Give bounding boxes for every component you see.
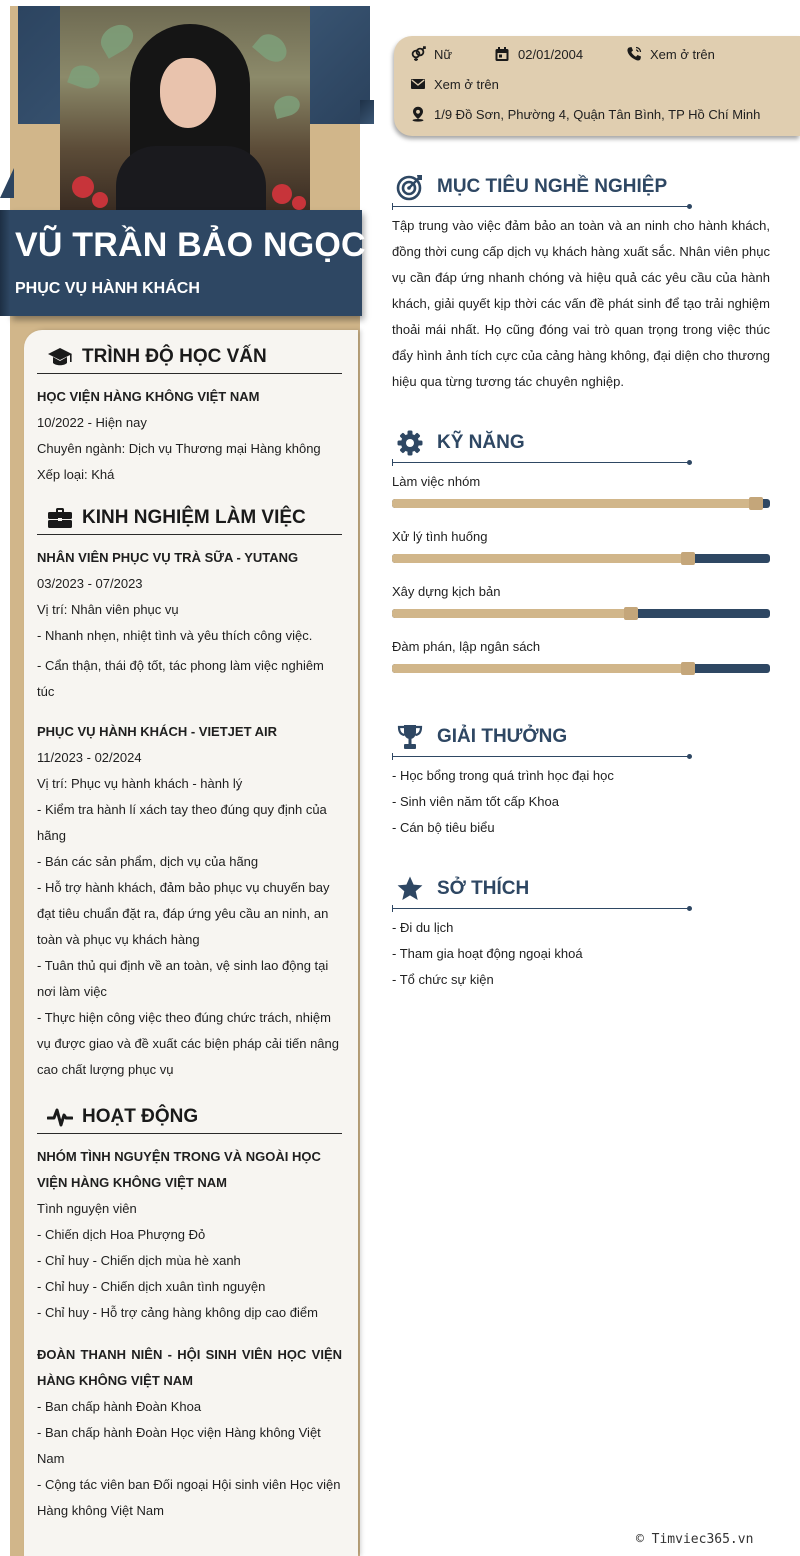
skill-label: Làm việc nhóm (392, 474, 481, 489)
experience-header (37, 501, 342, 535)
job-duty: - Kiểm tra hành lí xách tay theo đúng quy định của hãng (37, 802, 327, 843)
skill-label: Xử lý tình huống (392, 529, 488, 544)
education-period: 10/2022 - Hiện nay (37, 415, 147, 430)
activity-item: - Chỉ huy - Chiến dịch mùa hè xanh (37, 1253, 241, 1268)
experience-title: KINH NGHIỆM LÀM VIỆC (82, 506, 306, 528)
name-banner (10, 210, 366, 316)
job-period: 03/2023 - 07/2023 (37, 576, 143, 591)
job-company: PHỤC VỤ HÀNH KHÁCH - VIETJET AIR (37, 724, 278, 739)
contact-gender (410, 46, 452, 62)
skill-bar-fill (392, 499, 759, 508)
target-icon (396, 173, 424, 201)
ribbon-fold-left (0, 168, 14, 198)
job-duty: - Tuân thủ qui định về an toàn, vệ sinh lao động tại nơi làm việc (37, 958, 329, 999)
phone-icon (626, 46, 642, 62)
skill-item (392, 639, 770, 694)
awards-header (392, 720, 770, 754)
activity-entry (37, 1144, 342, 1326)
gender-icon (410, 46, 426, 62)
job-period: 11/2023 - 02/2024 (37, 750, 142, 765)
education-section (37, 340, 342, 488)
skill-bar-marker (681, 552, 695, 565)
job-position: Vị trí: Phục vụ hành khách - hành lý (37, 776, 243, 791)
education-grade: Xếp loại: Khá (37, 467, 115, 482)
birthday-value: 02/01/2004 (518, 46, 584, 62)
award-item: - Sinh viên năm tốt cấp Khoa (392, 794, 559, 809)
activities-header (37, 1100, 342, 1134)
job-position: Vị trí: Nhân viên phục vụ (37, 602, 179, 617)
objective-text: Tập trung vào việc đảm bảo an toàn và an ninh cho hành khách, đồng thời cung cấp dịch vụ khách hàng xuất sắc. Nhân viên phục vụ cần đáp ứng nhanh chóng và hiệu quả các yêu cầu của hành khách, giải quyết kịp thời các vấn đề phát sinh để tạo trải nghiệm thoải mái nhất. Họ cũng đóng vai trò quan trọng trong việc thúc đẩy hình ảnh tích cực của cảng hàng không, đại diện cho thương hiệu qua từng tương tác chuyên nghiệp. (392, 218, 770, 389)
skill-bar (392, 609, 770, 618)
hobby-item: - Tham gia hoạt động ngoại khoá (392, 946, 583, 961)
skill-bar-marker (681, 662, 695, 675)
objective-header (392, 170, 770, 204)
skills-section (392, 426, 770, 694)
activity-org: ĐOÀN THANH NIÊN - HỘI SINH VIÊN HỌC VIỆN HÀNG KHÔNG VIỆT NAM (37, 1347, 342, 1388)
gender-value: Nữ (434, 46, 453, 62)
job-duty: - Nhanh nhẹn, nhiệt tình và yêu thích công việc. (37, 628, 313, 643)
award-item: - Cán bộ tiêu biểu (392, 820, 495, 835)
briefcase-icon (47, 506, 73, 530)
awards-section (392, 720, 770, 841)
hobby-item: - Tổ chức sự kiện (392, 972, 494, 987)
address-value: 1/9 Đồ Sơn, Phường 4, Quận Tân Bình, TP Hồ Chí Minh (434, 106, 761, 122)
section-divider (392, 756, 690, 757)
school-name: HỌC VIỆN HÀNG KHÔNG VIỆT NAM (37, 389, 260, 404)
hobby-item: - Đi du lịch (392, 920, 454, 935)
skill-bar (392, 499, 770, 508)
award-item: - Học bổng trong quá trình học đại học (392, 768, 614, 783)
job-duty: - Thực hiện công việc theo đúng chức trách, nhiệm vụ được giao và đề xuất các biện pháp cải tiến nâng cao chất lượng phục vụ (37, 1010, 339, 1077)
activity-role: Tình nguyện viên (37, 1201, 137, 1216)
experience-section (37, 501, 342, 1083)
skill-bar (392, 664, 770, 673)
skill-bar-marker (749, 497, 763, 510)
activity-org: NHÓM TÌNH NGUYỆN TRONG VÀ NGOÀI HỌC VIỆN HÀNG KHÔNG VIỆT NAM (37, 1149, 321, 1190)
section-divider (392, 908, 690, 909)
job-duty: - Cẩn thận, thái độ tốt, tác phong làm việc nghiêm túc (37, 658, 324, 699)
graduation-cap-icon (47, 345, 73, 369)
education-header (37, 340, 342, 374)
contact-phone (626, 46, 715, 62)
activities-section (37, 1100, 342, 1524)
skills-title: KỸ NĂNG (437, 432, 525, 453)
envelope-icon (410, 76, 426, 92)
trophy-icon (396, 723, 424, 751)
activity-item: - Ban chấp hành Đoàn Khoa (37, 1399, 202, 1414)
hobbies-title: SỞ THÍCH (437, 878, 530, 899)
candidate-role: PHỤC VỤ HÀNH KHÁCH (15, 280, 200, 297)
activities-title: HOẠT ĐỘNG (82, 1105, 199, 1127)
objective-section (392, 170, 770, 395)
contact-birthday (494, 46, 583, 62)
skill-bar-fill (392, 664, 691, 673)
section-divider (392, 462, 690, 463)
contact-card (394, 36, 800, 136)
star-icon (396, 875, 424, 903)
activity-entry (37, 1342, 342, 1524)
activity-item: - Chiến dịch Hoa Phượng Đỏ (37, 1227, 206, 1242)
skills-header (392, 426, 770, 460)
awards-title: GIẢI THƯỞNG (437, 726, 568, 747)
job-company: NHÂN VIÊN PHỤC VỤ TRÀ SỮA - YUTANG (37, 550, 299, 565)
hobbies-header (392, 872, 770, 906)
ribbon-fold-right (360, 100, 374, 124)
skill-item (392, 474, 770, 529)
candidate-name: VŨ TRẦN BẢO NGỌC (15, 226, 366, 264)
education-major: Chuyên ngành: Dịch vụ Thương mại Hàng không (37, 441, 321, 456)
skill-bar-fill (392, 609, 634, 618)
skill-bar (392, 554, 770, 563)
job-entry (37, 719, 342, 1083)
phone-value: Xem ở trên (650, 46, 715, 62)
job-duty: - Bán các sản phẩm, dịch vụ của hãng (37, 854, 259, 869)
heartbeat-icon (47, 1105, 73, 1129)
skill-label: Đàm phán, lập ngân sách (392, 639, 541, 654)
avatar (60, 6, 310, 210)
skill-bar-fill (392, 554, 691, 563)
hobbies-section (392, 872, 770, 993)
activity-item: - Ban chấp hành Đoàn Học viện Hàng không Việt Nam (37, 1425, 321, 1466)
activity-item: - Chỉ huy - Hỗ trợ cảng hàng không dịp cao điểm (37, 1305, 318, 1320)
contact-address (410, 106, 760, 122)
objective-title: MỤC TIÊU NGHỀ NGHIỆP (437, 176, 668, 197)
skill-bar-marker (624, 607, 638, 620)
footer-credit: © Timviec365.vn (636, 1532, 754, 1547)
gear-icon (396, 429, 424, 457)
skill-label: Xây dựng kịch bản (392, 584, 501, 599)
job-entry (37, 545, 342, 705)
job-duty: - Hỗ trợ hành khách, đảm bảo phục vụ chuyến bay đạt tiêu chuẩn đặt ra, đáp ứng yêu cầu an ninh, an toàn và phục vụ khách hàng (37, 880, 330, 947)
email-value: Xem ở trên (434, 76, 499, 92)
calendar-icon (494, 46, 510, 62)
activity-item: - Cộng tác viên ban Đối ngoại Hội sinh viên Học viện Hàng không Việt Nam (37, 1477, 341, 1518)
activity-item: - Chỉ huy - Chiến dịch xuân tình nguyện (37, 1279, 266, 1294)
skill-item (392, 529, 770, 584)
education-title: TRÌNH ĐỘ HỌC VẤN (82, 345, 267, 367)
contact-email (410, 76, 499, 92)
skill-item (392, 584, 770, 639)
section-divider (392, 206, 690, 207)
map-pin-icon (410, 106, 426, 122)
